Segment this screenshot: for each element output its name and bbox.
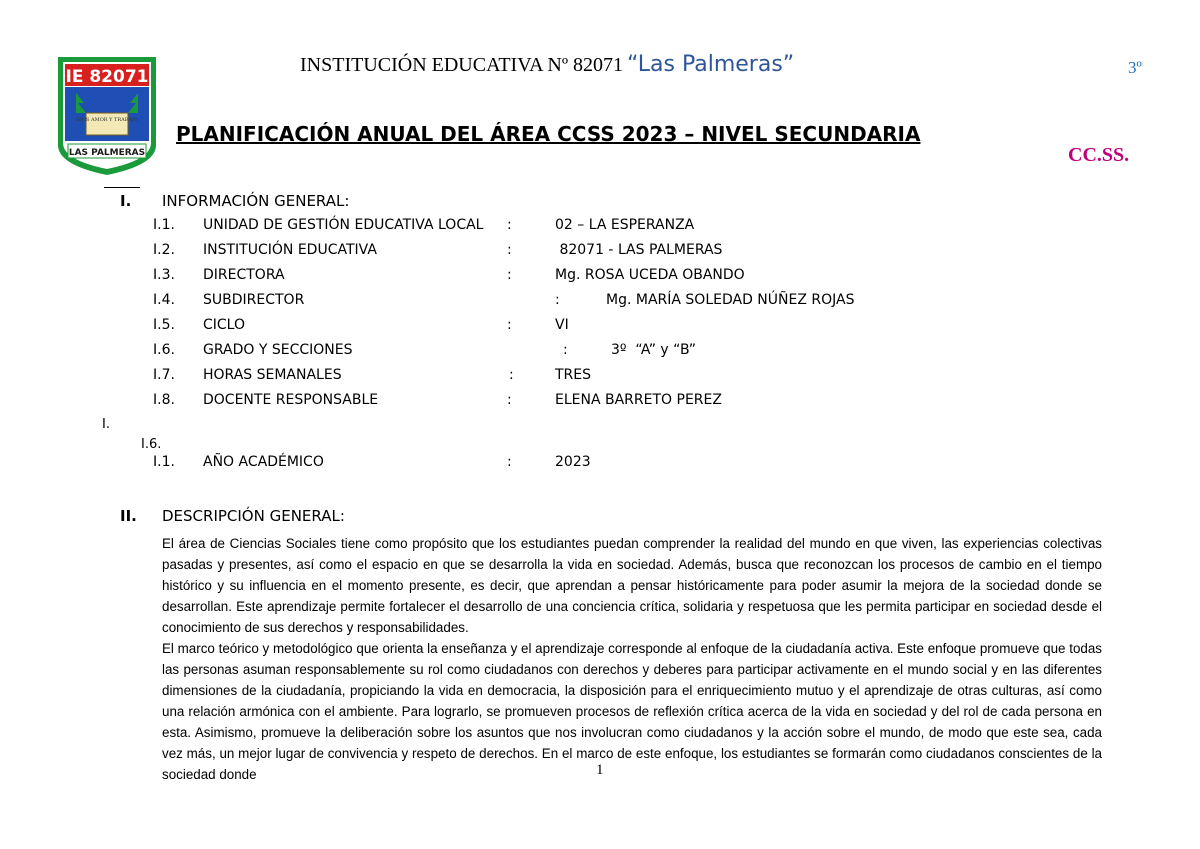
info-row [153, 217, 953, 237]
school-shield-icon [54, 53, 160, 178]
plan-title: PLANIFICACIÓN ANUAL DEL ÁREA CCSS 2023 – NIVEL SECUNDARIA [176, 122, 921, 146]
section-heading-2 [120, 507, 345, 525]
institution-prefix: INSTITUCIÓN EDUCATIVA Nº 82071 [300, 54, 624, 76]
info-row [153, 242, 953, 262]
row-number: I.8. [153, 392, 175, 408]
info-row [153, 367, 953, 387]
row-label: HORAS SEMANALES [203, 367, 342, 383]
row-value: VI [555, 317, 569, 333]
row-separator: : [507, 242, 512, 258]
description-paragraph: El marco teórico y metodológico que orienta la enseñanza y el aprendizaje corresponde al enfoque de la ciudadanía activa. Este enfoque promueve que todas las personas asuman responsablemente su rol como ciudadanos con derechos y deberes para participar activamente en el mundo social y en las diferentes dimensiones de la ciudadanía, propiciando la vida en democracia, la disposición para el enriquecimiento mutuo y el aprendizaje de otras culturas, así como una relación armónica con el ambiente. Para lograrlo, se promueven procesos de reflexión crítica acerca de la vida en sociedad y del rol de cada persona en esta. Asimismo, promueve la deliberación sobre los asuntos que nos involucran como ciudadanos y la acción sobre el mundo, de modo que este sea, cada vez más, un mejor lugar de convivencia y respeto de derechos. En el marco de este enfoque, los estudiantes se formarán como ciudadanos conscientes de la sociedad donde [162, 641, 1102, 782]
area-mark: CC.SS. [1068, 144, 1130, 166]
row-label: DOCENTE RESPONSABLE [203, 392, 379, 408]
row-value: TRES [555, 367, 592, 383]
row-label: INSTITUCIÓN EDUCATIVA [203, 242, 377, 258]
logo-motto: DIOS AMOR Y TRABAJO [75, 117, 139, 123]
info-row [153, 317, 953, 337]
section-heading-1 [120, 192, 349, 210]
info-row [153, 342, 953, 362]
row-number: I.4. [153, 292, 175, 308]
institution-title [300, 52, 794, 77]
row-value: 82071 - LAS PALMERAS [555, 242, 723, 258]
row-number: I.1. [153, 217, 175, 233]
row-separator: : [563, 342, 568, 358]
row-number: I.2. [153, 242, 175, 258]
row-separator: : [507, 392, 512, 408]
section-number: II. [120, 507, 137, 525]
row-separator: : [555, 292, 560, 308]
row-value: 02 – LA ESPERANZA [555, 217, 695, 233]
stray-list-marker: I. [102, 417, 110, 432]
row-label: AÑO ACADÉMICO [203, 454, 324, 470]
section-number: I. [120, 192, 132, 210]
row-value: Mg. MARÍA SOLEDAD NÚÑEZ ROJAS [606, 292, 855, 308]
row-separator: : [507, 267, 512, 283]
row-value: 2023 [555, 454, 591, 470]
row-value: Mg. ROSA UCEDA OBANDO [555, 267, 745, 283]
divider [104, 187, 140, 188]
row-label: GRADO Y SECCIONES [203, 342, 353, 358]
row-number: I.1. [153, 454, 175, 470]
page-number: 1 [596, 762, 604, 778]
school-logo [54, 53, 160, 178]
info-row [153, 267, 953, 287]
row-value: ELENA BARRETO PEREZ [555, 392, 722, 408]
row-separator: : [507, 317, 512, 333]
stray-list-marker: I.6. [141, 437, 162, 452]
row-label: DIRECTORA [203, 267, 285, 283]
row-number: I.5. [153, 317, 175, 333]
section-title: INFORMACIÓN GENERAL: [162, 192, 350, 210]
info-row [153, 292, 953, 312]
row-separator: : [507, 454, 512, 470]
section-title: DESCRIPCIÓN GENERAL: [162, 507, 345, 525]
row-number: I.6. [153, 342, 175, 358]
description-paragraph: El área de Ciencias Sociales tiene como propósito que los estudiantes puedan comprender la realidad del mundo en que viven, las experiencias colectivas pasadas y presentes, así como el espacio en que se desarrolla la vida en sociedad. Además, busca que reconozcan los procesos de cambio en el tiempo histórico y su influencia en el momento presente, es decir, que aprendan a pensar históricamente para poder asumir la mejora de la sociedad donde se desarrollan. Este aprendizaje permite fortalecer el desarrollo de una conciencia crítica, solidaria y respetuosa que les permita participar en sociedad desde el conocimiento de sus derechos y responsabilidades. [162, 536, 1102, 635]
grade-mark: 3º [1128, 58, 1142, 77]
logo-top-text: IE 82071 [65, 67, 149, 87]
row-label: UNIDAD DE GESTIÓN EDUCATIVA LOCAL [203, 217, 484, 233]
row-separator: : [509, 367, 514, 383]
info-row [153, 454, 953, 474]
institution-name: “Las Palmeras” [627, 52, 795, 77]
row-value: 3º “A” y “B” [611, 342, 697, 358]
info-row [153, 392, 953, 412]
logo-bottom-text: LAS PALMERAS [68, 148, 146, 158]
description-body [162, 533, 1102, 785]
row-label: SUBDIRECTOR [203, 292, 305, 308]
row-number: I.7. [153, 367, 175, 383]
row-number: I.3. [153, 267, 175, 283]
row-label: CICLO [203, 317, 245, 333]
row-separator: : [507, 217, 512, 233]
